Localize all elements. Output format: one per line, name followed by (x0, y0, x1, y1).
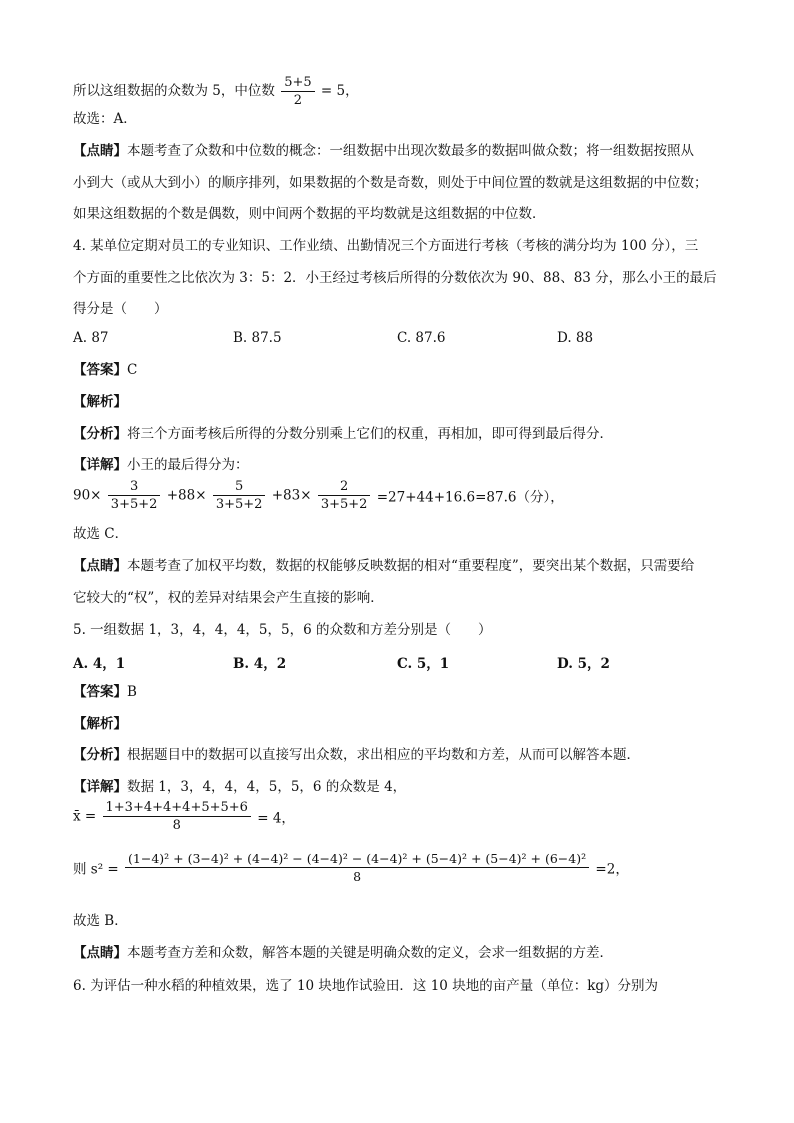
fraction-numerator: 1+3+4+4+4+5+5+6 (103, 799, 251, 817)
option-b: B. 87.5 (233, 330, 282, 346)
text: = 5， (320, 83, 359, 99)
fraction-denominator: 8 (353, 869, 362, 884)
q4-dianjing-line2: 它较大的“权”，权的差异对结果会产生直接的影响． (73, 590, 384, 606)
term: 90× (73, 487, 102, 504)
term: = 4， (257, 810, 295, 827)
q6-stem-line1: 6. 为评估一种水稻的种植效果，选了 10 块地作试验田．这 10 块地的亩产量（单位：kg）分别为 (73, 978, 659, 994)
text: 数据 1，3，4，4，4，5，5，6 的众数是 4， (127, 779, 407, 795)
option-c: C. 5，1 (397, 656, 450, 672)
fraction-denominator: 3+5+2 (320, 497, 368, 512)
variance-symbol: 则 s² = (73, 861, 119, 878)
text: 本题考查了众数和中位数的概念：一组数据中出现次数最多的数据叫做众数；将一组数据按照从 (127, 143, 694, 159)
text: 将三个方面考核后所得的分数分别乘上它们的权重，再相加，即可得到最后得分． (127, 426, 613, 442)
q5-variance (73, 850, 629, 885)
q5-fenxi (73, 746, 640, 764)
q4-dianjing-line1 (73, 557, 694, 575)
fenxi-label: 【分析】 (73, 747, 127, 763)
fraction-denominator: 8 (172, 818, 181, 833)
fraction-numerator: 3 (108, 478, 161, 496)
term: =2， (595, 861, 629, 878)
xiangjie-label: 【详解】 (73, 457, 127, 473)
q4-fenxi (73, 425, 613, 443)
q3-dianjing-line3: 如果这组数据的个数是偶数，则中间两个数据的平均数就是这组数据的中位数． (73, 206, 546, 222)
option-a: A. 87 (73, 330, 109, 346)
q5-xiangjie (73, 778, 406, 796)
q3-answer-select: 故选：A． (73, 111, 137, 127)
fraction-denominator: 3+5+2 (215, 497, 263, 512)
q5-stem: 5. 一组数据 1，3，4，4，4，5，5，6 的众数和方差分别是（ ） (73, 622, 492, 638)
text: 所以这组数据的众数为 5，中位数 (73, 83, 275, 99)
xiangjie-label: 【详解】 (73, 779, 127, 795)
answer-value: C (127, 362, 138, 378)
q4-answer (73, 361, 137, 379)
fraction-numerator: (1−4)² + (3−4)² + (4−4)² − (4−4)² − (4−4)² + (5−4)² + (5−4)² + (6−4)² (125, 850, 589, 868)
q5-jiexi-label: 【解析】 (73, 716, 127, 732)
q4-stem-line1: 4. 某单位定期对员工的专业知识、工作业绩、出勤情况三个方面进行考核（考核的满分均为 100 分），三 (73, 238, 699, 254)
q5-dianjing (73, 944, 613, 962)
variance-fraction (125, 850, 589, 885)
q4-xiangjie (73, 456, 249, 474)
q5-select: 故选 B． (73, 913, 128, 929)
q3-median-line (73, 74, 359, 109)
dianjing-label: 【点睛】 (73, 945, 127, 961)
mean-fraction (103, 799, 251, 834)
fraction-numerator: 5 (213, 478, 266, 496)
dianjing-label: 【点睛】 (73, 558, 127, 574)
text: 根据题目中的数据可以直接写出众数，求出相应的平均数和方差，从而可以解答本题． (127, 747, 640, 763)
term: +83× (271, 487, 312, 504)
q3-dianjing-line1 (73, 142, 694, 160)
fenxi-label: 【分析】 (73, 426, 127, 442)
dianjing-label: 【点睛】 (73, 143, 127, 159)
q3-dianjing-line2: 小到大（或从大到小）的顺序排列，如果数据的个数是奇数，则处于中间位置的数就是这组数据的中位数； (73, 175, 708, 191)
q4-stem-line3: 得分是（ ） (73, 301, 168, 317)
q4-calc (73, 478, 564, 513)
fraction-denominator: 2 (293, 93, 303, 108)
term: +88× (166, 487, 207, 504)
term: =27+44+16.6=87.6（分）， (376, 489, 564, 506)
answer-label: 【答案】 (73, 684, 127, 700)
fraction-denominator: 3+5+2 (110, 497, 158, 512)
fraction-numerator: 2 (318, 478, 371, 496)
option-a: A. 4，1 (73, 656, 126, 672)
weight-fraction (318, 478, 371, 513)
text: 本题考查方差和众数，解答本题的关键是明确众数的定义，会求一组数据的方差． (127, 945, 613, 961)
mean-symbol: x̄ = (73, 808, 97, 825)
option-d: D. 88 (557, 330, 594, 346)
weight-fraction (108, 478, 161, 513)
q4-select: 故选 C． (73, 526, 129, 542)
option-b: B. 4，2 (233, 656, 287, 672)
weight-fraction (213, 478, 266, 513)
q5-answer (73, 683, 137, 701)
text: 本题考查了加权平均数，数据的权能够反映数据的相对“重要程度”，要突出某个数据，只需要给 (127, 558, 695, 574)
option-c: C. 87.6 (397, 330, 446, 346)
q4-jiexi-label: 【解析】 (73, 394, 127, 410)
answer-label: 【答案】 (73, 362, 127, 378)
text: 小王的最后得分为： (127, 457, 249, 473)
q5-mean (73, 799, 295, 834)
median-fraction (281, 74, 314, 109)
q4-stem-line2: 个方面的重要性之比依次为 3：5：2．小王经过考核后所得的分数依次为 90、88、83 分，那么小王的最后 (73, 270, 717, 286)
fraction-numerator: 5+5 (281, 74, 314, 92)
answer-value: B (127, 684, 137, 700)
option-d: D. 5，2 (557, 656, 610, 672)
